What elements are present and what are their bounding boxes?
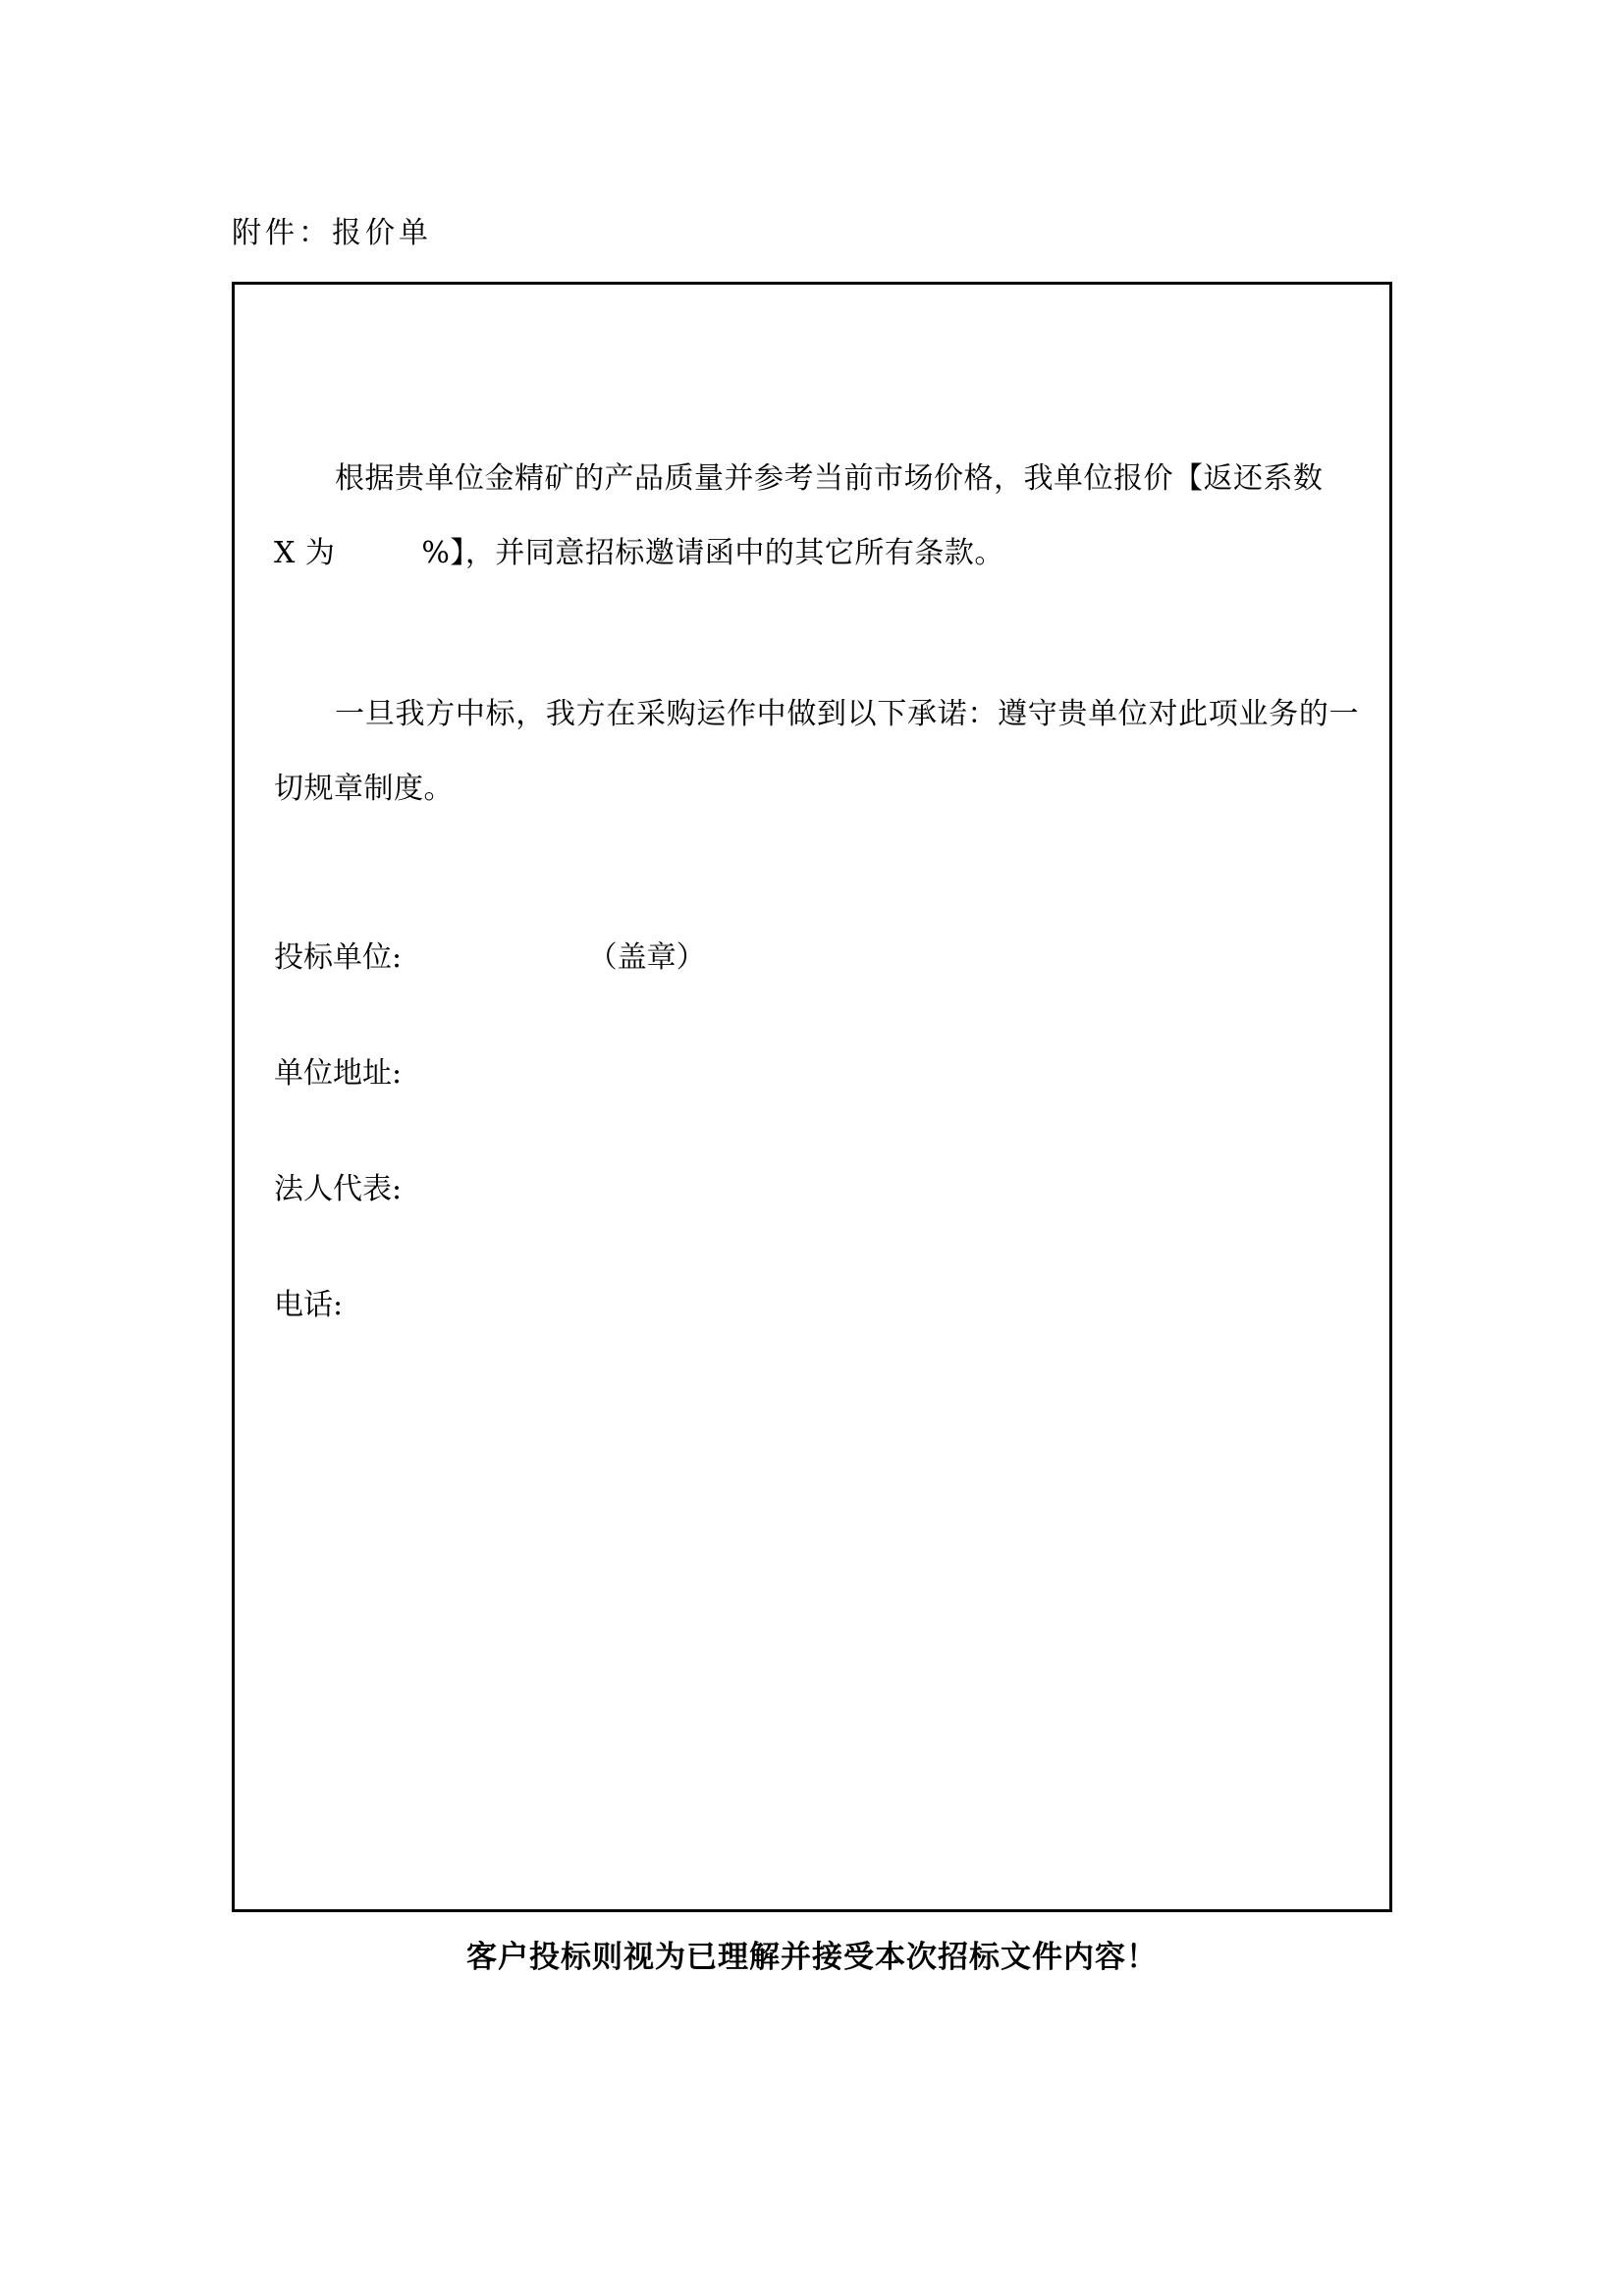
field-row: [274, 1164, 1354, 1280]
quotation-form-body: [235, 285, 1389, 1909]
footer-notice: 客户投标则视为已理解并接受本次招标文件内容！: [466, 1940, 1158, 1975]
field-row: [274, 1280, 1354, 1396]
quotation-form-frame: [232, 282, 1392, 1912]
unit-address-label: 单位地址:: [274, 1056, 403, 1091]
bidder-unit-label: 投标单位:: [274, 940, 403, 975]
commitment-text: 一旦我方中标，我方在采购运作中做到以下承诺：遵守贵单位对此项业务的一切规章制度。: [274, 697, 1359, 806]
legal-representative-label: 法人代表:: [274, 1172, 403, 1206]
attachment-heading: 附件：报价单: [232, 216, 432, 250]
quote-intro-paragraph: [274, 442, 1359, 591]
field-row: [274, 933, 1354, 1048]
signature-fields: [274, 933, 1354, 1396]
telephone-label: 电话:: [274, 1288, 344, 1322]
field-row: [274, 1048, 1354, 1164]
quote-intro-line2-prefix: X 为: [274, 536, 336, 570]
quote-intro-line1: 根据贵单位金精矿的产品质量并参考当前市场价格，我单位报价【返还系数: [335, 461, 1324, 496]
commitment-paragraph: [274, 677, 1359, 827]
bidder-unit-seal-note: （盖章）: [587, 940, 706, 975]
quote-intro-line2-suffix: %】，并同意招标邀请函中的其它所有条款。: [421, 536, 1004, 570]
